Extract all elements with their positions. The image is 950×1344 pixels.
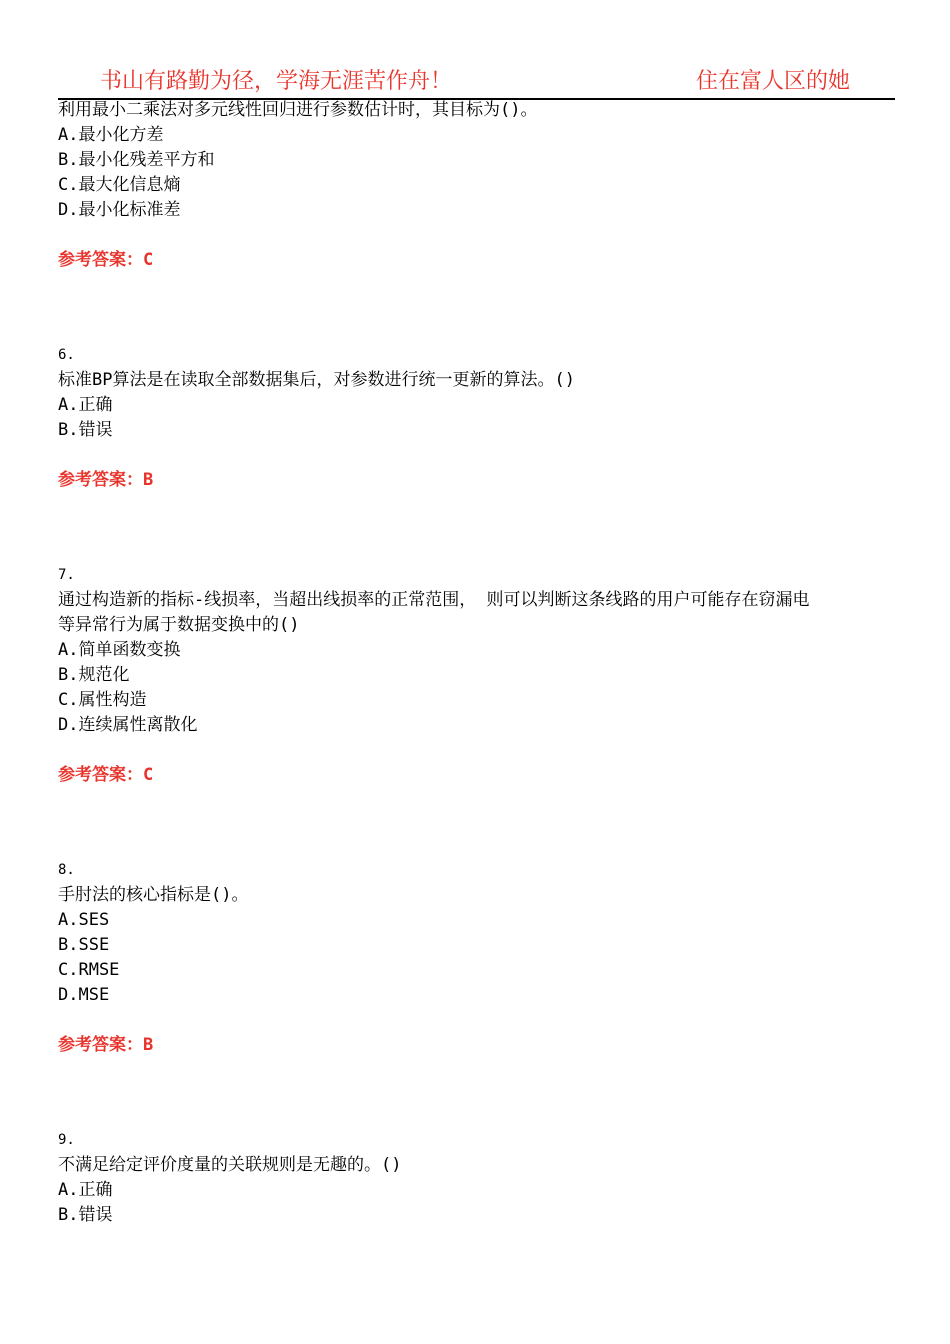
option-d: D.最小化标准差 <box>58 200 181 220</box>
option-b: B.规范化 <box>58 665 130 685</box>
question-block <box>58 563 898 788</box>
option-c: C.RMSE <box>58 960 120 980</box>
header-motto-left: 书山有路勤为径，学海无涯苦作舟！ <box>100 69 453 94</box>
option-b: B.最小化残差平方和 <box>58 150 215 170</box>
option-b: B.错误 <box>58 1205 113 1225</box>
question-block <box>58 1128 898 1228</box>
question-text: 标准BP算法是在读取全部数据集后，对参数进行统一更新的算法。() <box>58 370 575 390</box>
question-block <box>58 343 898 493</box>
option-b: B.错误 <box>58 420 113 440</box>
option-a: A.简单函数变换 <box>58 640 181 660</box>
option-d: D.MSE <box>58 985 110 1005</box>
option-a: A.正确 <box>58 395 113 415</box>
question-number: 8. <box>58 862 75 878</box>
question-list <box>58 98 898 1228</box>
question-number: 7. <box>58 567 75 583</box>
option-a: A.最小化方差 <box>58 125 164 145</box>
option-a: A.SES <box>58 910 110 930</box>
option-a: A.正确 <box>58 1180 113 1200</box>
question-number: 9. <box>58 1132 75 1148</box>
answer-key: 参考答案：B <box>58 1035 154 1055</box>
question-block <box>58 858 898 1058</box>
question-text: 不满足给定评价度量的关联规则是无趣的。() <box>58 1155 402 1175</box>
header-motto-right: 住在富人区的她 <box>695 69 850 94</box>
answer-key: 参考答案：C <box>58 765 154 785</box>
question-number: 6. <box>58 347 75 363</box>
option-c: C.最大化信息熵 <box>58 175 181 195</box>
option-b: B.SSE <box>58 935 110 955</box>
option-c: C.属性构造 <box>58 690 147 710</box>
question-text: 手肘法的核心指标是()。 <box>58 885 249 905</box>
answer-key: 参考答案：B <box>58 470 154 490</box>
question-block <box>58 98 898 273</box>
question-text-line-2: 等异常行为属于数据变换中的() <box>58 615 300 635</box>
answer-key: 参考答案：C <box>58 250 154 270</box>
question-text-line-1: 通过构造新的指标-线损率，当超出线损率的正常范围， 则可以判断这条线路的用户可能存在窃漏电 <box>58 590 810 610</box>
page-header <box>58 60 895 100</box>
question-text: 利用最小二乘法对多元线性回归进行参数估计时，其目标为()。 <box>58 100 538 120</box>
option-d: D.连续属性离散化 <box>58 715 198 735</box>
